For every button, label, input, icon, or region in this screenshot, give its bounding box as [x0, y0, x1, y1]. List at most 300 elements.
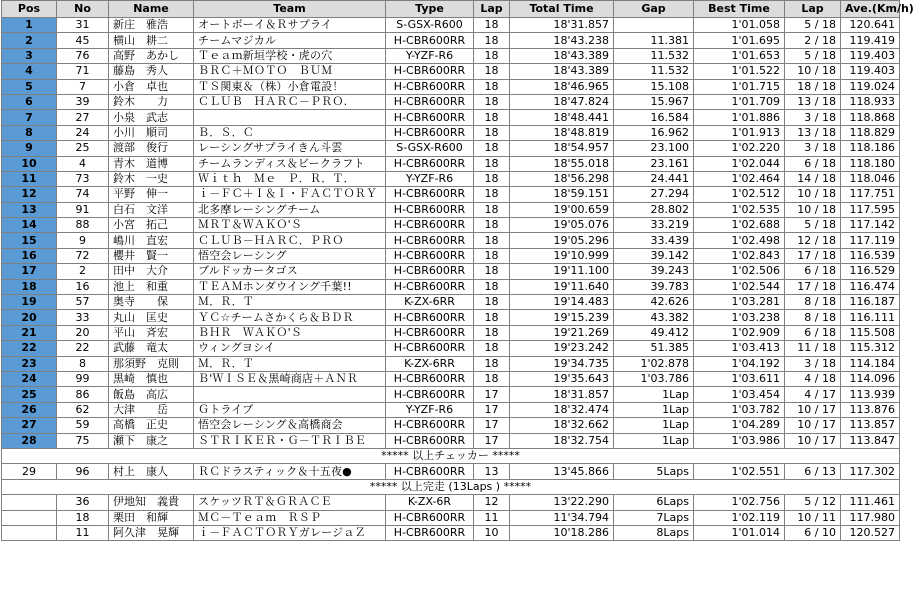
column-header-lap[interactable]: Lap	[474, 1, 510, 18]
cell-number: 27	[57, 110, 109, 125]
cell-total-time: 18'48.441	[510, 110, 614, 125]
cell-laps: 18	[474, 202, 510, 217]
cell-best-time: 1'03.238	[694, 310, 785, 325]
cell-total-time: 19'11.640	[510, 279, 614, 294]
cell-laps: 18	[474, 233, 510, 248]
cell-best-lap: 6 / 18	[785, 325, 841, 340]
cell-pos: 18	[2, 279, 57, 294]
cell-best-time: 1'01.014	[694, 525, 785, 540]
cell-best-time: 1'02.535	[694, 202, 785, 217]
cell-best-lap: 10 / 11	[785, 510, 841, 525]
cell-type: K-ZX-6RR	[386, 356, 474, 371]
cell-number: 31	[57, 18, 109, 33]
cell-number: 20	[57, 325, 109, 340]
column-header-total-time[interactable]: Total Time	[510, 1, 614, 18]
cell-gap: 39.142	[614, 248, 694, 263]
cell-gap: 16.962	[614, 125, 694, 140]
cell-gap: 23.161	[614, 156, 694, 171]
cell-best-lap: 10 / 18	[785, 202, 841, 217]
cell-pos: 13	[2, 202, 57, 217]
cell-type: H-CBR600RR	[386, 525, 474, 540]
cell-gap	[614, 18, 694, 33]
cell-name: 白石 文洋	[109, 202, 194, 217]
cell-total-time: 19'34.735	[510, 356, 614, 371]
cell-number: 57	[57, 295, 109, 310]
cell-laps: 18	[474, 295, 510, 310]
cell-name: 藤島 秀人	[109, 64, 194, 79]
cell-name: 村上 康人	[109, 464, 194, 479]
cell-type: K-ZX-6R	[386, 495, 474, 510]
cell-team: ＣＬＵＢ ＨＡＲＣ－ＰＲＯ.	[194, 94, 386, 109]
cell-gap: 51.385	[614, 341, 694, 356]
cell-name: 栗田 和輝	[109, 510, 194, 525]
cell-laps: 18	[474, 94, 510, 109]
cell-team: Ｍ．Ｒ．Ｔ	[194, 295, 386, 310]
cell-gap: 11.532	[614, 64, 694, 79]
cell-name: 青木 道博	[109, 156, 194, 171]
cell-total-time: 18'59.151	[510, 187, 614, 202]
cell-number: 59	[57, 418, 109, 433]
cell-gap: 15.967	[614, 94, 694, 109]
cell-pos: 20	[2, 310, 57, 325]
cell-total-time: 18'48.819	[510, 125, 614, 140]
cell-team: ＣＬＵＢ－ＨＡＲＣ．ＰＲＯ	[194, 233, 386, 248]
cell-pos: 16	[2, 248, 57, 263]
cell-number: 62	[57, 402, 109, 417]
cell-best-time: 1'02.044	[694, 156, 785, 171]
table-row[interactable]	[2, 495, 900, 510]
cell-name: 池上 和重	[109, 279, 194, 294]
cell-type: H-CBR600RR	[386, 371, 474, 386]
cell-number: 25	[57, 141, 109, 156]
cell-best-lap: 12 / 18	[785, 233, 841, 248]
cell-laps: 18	[474, 279, 510, 294]
table-row[interactable]	[2, 125, 900, 140]
cell-total-time: 19'10.999	[510, 248, 614, 263]
table-row[interactable]	[2, 233, 900, 248]
column-header-best-time[interactable]: Best Time	[694, 1, 785, 18]
cell-best-time: 1'03.454	[694, 387, 785, 402]
cell-laps: 18	[474, 64, 510, 79]
cell-pos: 3	[2, 48, 57, 63]
cell-best-lap: 6 / 18	[785, 264, 841, 279]
cell-gap: 1Lap	[614, 418, 694, 433]
cell-best-time: 1'02.551	[694, 464, 785, 479]
table-row[interactable]	[2, 64, 900, 79]
cell-team: ＹＣ☆チームさかくら＆ＢＤＲ	[194, 310, 386, 325]
cell-average-speed: 118.046	[841, 171, 900, 186]
cell-best-time: 1'01.653	[694, 48, 785, 63]
cell-number: 71	[57, 64, 109, 79]
cell-best-lap: 13 / 18	[785, 125, 841, 140]
cell-best-time: 1'02.909	[694, 325, 785, 340]
cell-average-speed: 115.508	[841, 325, 900, 340]
cell-best-time: 1'03.281	[694, 295, 785, 310]
cell-best-lap: 2 / 18	[785, 33, 841, 48]
column-header-team[interactable]: Team	[194, 1, 386, 18]
cell-best-time: 1'03.782	[694, 402, 785, 417]
cell-total-time: 19'23.242	[510, 341, 614, 356]
cell-type: H-CBR600RR	[386, 418, 474, 433]
cell-total-time: 18'31.857	[510, 18, 614, 33]
cell-total-time: 19'05.076	[510, 218, 614, 233]
cell-team	[194, 387, 386, 402]
cell-team: 悟空会レーシング	[194, 248, 386, 263]
cell-average-speed: 117.980	[841, 510, 900, 525]
cell-laps: 17	[474, 387, 510, 402]
cell-best-time: 1'01.709	[694, 94, 785, 109]
cell-pos: 10	[2, 156, 57, 171]
cell-best-time: 1'01.715	[694, 79, 785, 94]
cell-pos: 11	[2, 171, 57, 186]
cell-laps: 18	[474, 79, 510, 94]
table-row[interactable]	[2, 371, 900, 386]
cell-type: H-CBR600RR	[386, 387, 474, 402]
cell-team: Ｂ'ＷＩＳＥ＆黒崎商店＋ＡＮＲ	[194, 371, 386, 386]
cell-best-lap: 10 / 18	[785, 64, 841, 79]
cell-total-time: 11'34.794	[510, 510, 614, 525]
cell-name: 武藤 竜太	[109, 341, 194, 356]
cell-name: 櫻井 賢一	[109, 248, 194, 263]
table-row[interactable]	[2, 295, 900, 310]
cell-name: 小泉 武志	[109, 110, 194, 125]
table-row[interactable]	[2, 525, 900, 540]
cell-laps: 18	[474, 325, 510, 340]
cell-best-time: 1'02.464	[694, 171, 785, 186]
cell-gap: 33.219	[614, 218, 694, 233]
cell-average-speed: 118.180	[841, 156, 900, 171]
cell-type: H-CBR600RR	[386, 510, 474, 525]
cell-number: 91	[57, 202, 109, 217]
cell-team: ＢＨＲ ＷＡＫＯ'Ｓ	[194, 325, 386, 340]
cell-total-time: 18'46.965	[510, 79, 614, 94]
cell-laps: 18	[474, 171, 510, 186]
table-row[interactable]	[2, 402, 900, 417]
cell-name: 嶋川 直宏	[109, 233, 194, 248]
cell-type: H-CBR600RR	[386, 341, 474, 356]
cell-name: 平山 斉宏	[109, 325, 194, 340]
cell-type: Y-YZF-R6	[386, 171, 474, 186]
separator-row	[2, 448, 900, 463]
cell-pos: 1	[2, 18, 57, 33]
table-row[interactable]	[2, 418, 900, 433]
completion-separator: ***** 以上完走 (13Laps ) *****	[2, 479, 900, 494]
cell-type: H-CBR600RR	[386, 202, 474, 217]
table-row[interactable]	[2, 356, 900, 371]
cell-name: 小川 順司	[109, 125, 194, 140]
cell-team: ＴＥＡＭホンダウイング千葉!!	[194, 279, 386, 294]
cell-total-time: 18'32.662	[510, 418, 614, 433]
table-row[interactable]	[2, 171, 900, 186]
cell-average-speed: 119.403	[841, 48, 900, 63]
table-row[interactable]	[2, 79, 900, 94]
cell-gap: 8Laps	[614, 525, 694, 540]
cell-gap: 43.382	[614, 310, 694, 325]
cell-number: 96	[57, 464, 109, 479]
cell-pos: 21	[2, 325, 57, 340]
cell-best-time: 1'01.913	[694, 125, 785, 140]
cell-pos: 12	[2, 187, 57, 202]
cell-type: H-CBR600RR	[386, 248, 474, 263]
cell-type: H-CBR600RR	[386, 156, 474, 171]
cell-pos: 17	[2, 264, 57, 279]
cell-type: H-CBR600RR	[386, 433, 474, 448]
cell-total-time: 19'15.239	[510, 310, 614, 325]
cell-gap: 33.439	[614, 233, 694, 248]
table-row[interactable]	[2, 510, 900, 525]
cell-best-lap: 10 / 18	[785, 187, 841, 202]
cell-best-time: 1'02.544	[694, 279, 785, 294]
cell-name: 瀬下 康之	[109, 433, 194, 448]
cell-pos: 6	[2, 94, 57, 109]
cell-team: ＴＳ関東＆（株）小倉電設！	[194, 79, 386, 94]
cell-laps: 17	[474, 418, 510, 433]
cell-team	[194, 110, 386, 125]
cell-average-speed: 116.539	[841, 248, 900, 263]
cell-name: 鈴木 力	[109, 94, 194, 109]
cell-total-time: 19'11.100	[510, 264, 614, 279]
table-row[interactable]	[2, 325, 900, 340]
cell-total-time: 18'54.957	[510, 141, 614, 156]
cell-best-time: 1'03.611	[694, 371, 785, 386]
cell-average-speed: 119.024	[841, 79, 900, 94]
cell-best-time: 1'01.058	[694, 18, 785, 33]
cell-team: スケッツＲＴ＆ＧＲＡＣＥ	[194, 495, 386, 510]
cell-number: 76	[57, 48, 109, 63]
cell-number: 36	[57, 495, 109, 510]
cell-average-speed: 116.111	[841, 310, 900, 325]
column-header-pos[interactable]: Pos	[2, 1, 57, 18]
cell-average-speed: 114.096	[841, 371, 900, 386]
cell-laps: 18	[474, 248, 510, 263]
cell-number: 2	[57, 264, 109, 279]
cell-team: ｉ－ＦＡＣＴＯＲＹガレージａＺ	[194, 525, 386, 540]
cell-number: 24	[57, 125, 109, 140]
cell-average-speed: 118.829	[841, 125, 900, 140]
column-header-average-speed[interactable]: Ave.(Km/h)	[841, 1, 900, 18]
cell-laps: 18	[474, 356, 510, 371]
table-row[interactable]	[2, 110, 900, 125]
column-header-type[interactable]: Type	[386, 1, 474, 18]
column-header-no[interactable]: No	[57, 1, 109, 18]
table-row[interactable]	[2, 279, 900, 294]
cell-gap: 28.802	[614, 202, 694, 217]
cell-type: Y-YZF-R6	[386, 48, 474, 63]
cell-best-lap: 3 / 18	[785, 356, 841, 371]
cell-best-time: 1'03.986	[694, 433, 785, 448]
cell-laps: 18	[474, 310, 510, 325]
cell-name: 高橋 正史	[109, 418, 194, 433]
cell-number: 22	[57, 341, 109, 356]
cell-name: 阿久津 晃輝	[109, 525, 194, 540]
cell-best-lap: 5 / 18	[785, 18, 841, 33]
cell-best-lap: 6 / 13	[785, 464, 841, 479]
cell-best-lap: 17 / 18	[785, 248, 841, 263]
cell-best-time: 1'01.886	[694, 110, 785, 125]
cell-gap: 11.381	[614, 33, 694, 48]
cell-average-speed: 119.403	[841, 64, 900, 79]
cell-team: チームマジカル	[194, 33, 386, 48]
cell-best-time: 1'02.498	[694, 233, 785, 248]
cell-average-speed: 120.641	[841, 18, 900, 33]
cell-average-speed: 118.186	[841, 141, 900, 156]
cell-team: ＢＲＣ＋ＭＯＴＯ ＢＵＭ	[194, 64, 386, 79]
cell-pos	[2, 510, 57, 525]
table-row[interactable]	[2, 18, 900, 33]
table-row[interactable]	[2, 187, 900, 202]
cell-best-lap: 11 / 18	[785, 341, 841, 356]
cell-best-time: 1'03.413	[694, 341, 785, 356]
cell-laps: 17	[474, 402, 510, 417]
cell-pos: 14	[2, 218, 57, 233]
cell-laps: 18	[474, 264, 510, 279]
cell-name: 飯島 高広	[109, 387, 194, 402]
cell-best-lap: 13 / 18	[785, 94, 841, 109]
cell-best-lap: 6 / 18	[785, 156, 841, 171]
cell-pos: 22	[2, 341, 57, 356]
cell-gap: 1Lap	[614, 402, 694, 417]
cell-name: 黒崎 慎也	[109, 371, 194, 386]
cell-name: 奥寺 保	[109, 295, 194, 310]
cell-best-lap: 17 / 18	[785, 279, 841, 294]
cell-pos: 15	[2, 233, 57, 248]
table-row[interactable]	[2, 341, 900, 356]
cell-pos: 26	[2, 402, 57, 417]
cell-total-time: 19'21.269	[510, 325, 614, 340]
cell-total-time: 18'43.238	[510, 33, 614, 48]
cell-type: H-CBR600RR	[386, 79, 474, 94]
cell-number: 88	[57, 218, 109, 233]
cell-number: 33	[57, 310, 109, 325]
cell-best-lap: 10 / 17	[785, 402, 841, 417]
cell-laps: 13	[474, 464, 510, 479]
cell-type: S-GSX-R600	[386, 141, 474, 156]
cell-laps: 18	[474, 187, 510, 202]
cell-team: Ｂ．Ｓ．Ｃ	[194, 125, 386, 140]
cell-number: 18	[57, 510, 109, 525]
table-row[interactable]	[2, 248, 900, 263]
cell-gap: 24.441	[614, 171, 694, 186]
cell-average-speed: 115.312	[841, 341, 900, 356]
cell-total-time: 13'22.290	[510, 495, 614, 510]
table-row[interactable]	[2, 48, 900, 63]
cell-total-time: 18'32.754	[510, 433, 614, 448]
cell-gap: 15.108	[614, 79, 694, 94]
cell-type: Y-YZF-R6	[386, 402, 474, 417]
cell-pos	[2, 495, 57, 510]
column-header-gap[interactable]: Gap	[614, 1, 694, 18]
cell-type: H-CBR600RR	[386, 125, 474, 140]
cell-gap: 39.243	[614, 264, 694, 279]
table-row[interactable]	[2, 141, 900, 156]
cell-pos: 23	[2, 356, 57, 371]
cell-name: 横山 耕二	[109, 33, 194, 48]
cell-number: 8	[57, 356, 109, 371]
cell-laps: 11	[474, 510, 510, 525]
table-row[interactable]	[2, 387, 900, 402]
cell-name: 那須野 克則	[109, 356, 194, 371]
cell-total-time: 18'47.824	[510, 94, 614, 109]
cell-name: 田中 大介	[109, 264, 194, 279]
cell-total-time: 13'45.866	[510, 464, 614, 479]
table-row[interactable]	[2, 310, 900, 325]
cell-laps: 18	[474, 18, 510, 33]
cell-best-lap: 3 / 18	[785, 110, 841, 125]
table-row[interactable]	[2, 156, 900, 171]
cell-team: Ｗｉｔｈ Ｍｅ Ｐ．Ｒ．Ｔ．	[194, 171, 386, 186]
cell-best-time: 1'02.119	[694, 510, 785, 525]
table-row[interactable]	[2, 464, 900, 479]
cell-number: 4	[57, 156, 109, 171]
cell-pos: 5	[2, 79, 57, 94]
cell-total-time: 18'55.018	[510, 156, 614, 171]
cell-average-speed: 119.419	[841, 33, 900, 48]
cell-type: H-CBR600RR	[386, 187, 474, 202]
table-row[interactable]	[2, 433, 900, 448]
cell-pos: 19	[2, 295, 57, 310]
cell-laps: 10	[474, 525, 510, 540]
table-row[interactable]	[2, 94, 900, 109]
separator-row	[2, 479, 900, 494]
cell-team: Ｔｅａｍ新垣学校・虎の穴	[194, 48, 386, 63]
table-row[interactable]	[2, 218, 900, 233]
cell-total-time: 18'43.389	[510, 64, 614, 79]
cell-gap: 23.100	[614, 141, 694, 156]
cell-team: ＲＣドラスティック＆十五夜●	[194, 464, 386, 479]
table-row[interactable]	[2, 202, 900, 217]
cell-name: 渡部 俊行	[109, 141, 194, 156]
cell-laps: 18	[474, 110, 510, 125]
cell-number: 99	[57, 371, 109, 386]
table-row[interactable]	[2, 33, 900, 48]
cell-number: 39	[57, 94, 109, 109]
cell-name: 伊地知 義貴	[109, 495, 194, 510]
cell-best-lap: 5 / 18	[785, 48, 841, 63]
cell-total-time: 18'56.298	[510, 171, 614, 186]
cell-best-time: 1'02.512	[694, 187, 785, 202]
cell-pos: 29	[2, 464, 57, 479]
cell-total-time: 19'00.659	[510, 202, 614, 217]
cell-number: 73	[57, 171, 109, 186]
table-row[interactable]	[2, 264, 900, 279]
cell-average-speed: 114.184	[841, 356, 900, 371]
cell-name: 高野 あかし	[109, 48, 194, 63]
cell-laps: 18	[474, 125, 510, 140]
cell-type: H-CBR600RR	[386, 94, 474, 109]
cell-total-time: 18'32.474	[510, 402, 614, 417]
cell-laps: 18	[474, 156, 510, 171]
cell-type: H-CBR600RR	[386, 110, 474, 125]
cell-pos: 24	[2, 371, 57, 386]
cell-gap: 7Laps	[614, 510, 694, 525]
cell-name: 大津 岳	[109, 402, 194, 417]
cell-type: S-GSX-R600	[386, 18, 474, 33]
column-header-name[interactable]: Name	[109, 1, 194, 18]
cell-average-speed: 113.847	[841, 433, 900, 448]
cell-name: 新庄 雅浩	[109, 18, 194, 33]
checker-separator: ***** 以上チェッカー *****	[2, 448, 900, 463]
cell-best-time: 1'02.843	[694, 248, 785, 263]
column-header-best-lap[interactable]: Lap	[785, 1, 841, 18]
cell-name: 小倉 卓也	[109, 79, 194, 94]
cell-name: 鈴木 一史	[109, 171, 194, 186]
cell-type: H-CBR600RR	[386, 233, 474, 248]
cell-number: 74	[57, 187, 109, 202]
cell-type: H-CBR600RR	[386, 264, 474, 279]
cell-type: H-CBR600RR	[386, 218, 474, 233]
cell-type: H-CBR600RR	[386, 64, 474, 79]
cell-laps: 12	[474, 495, 510, 510]
